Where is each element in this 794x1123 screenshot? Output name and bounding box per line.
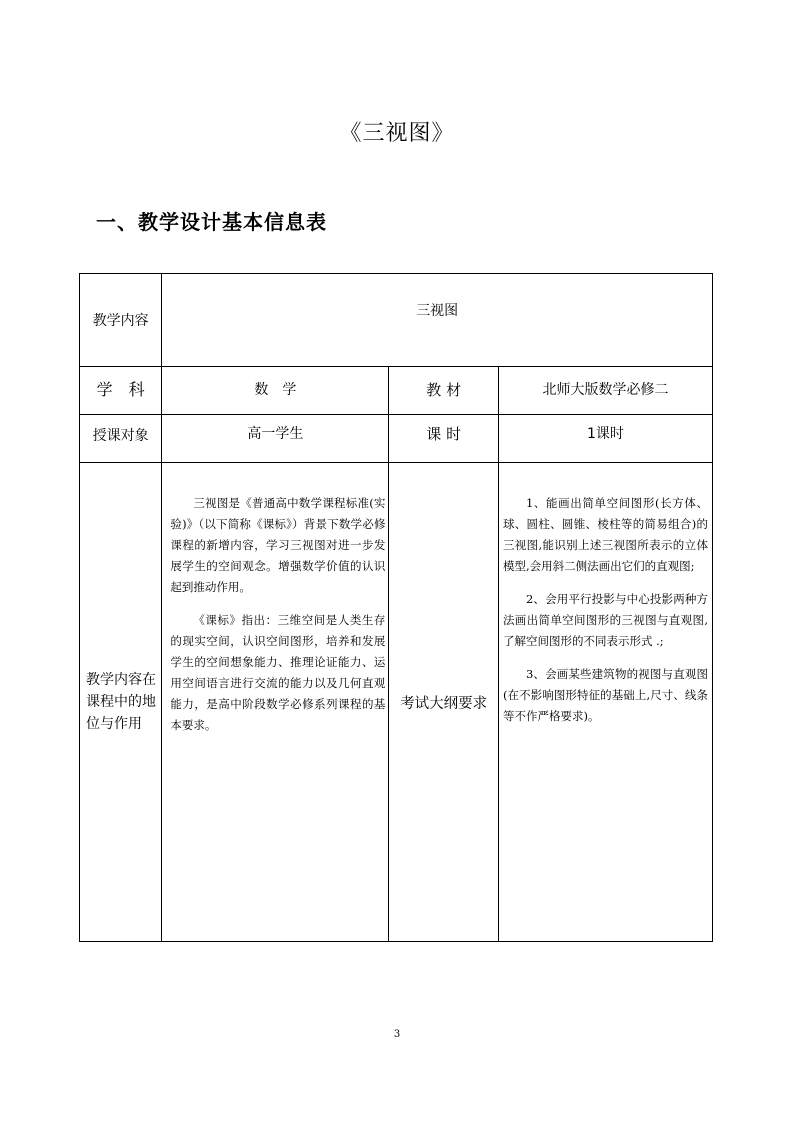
exam-cell: [498, 463, 712, 942]
exam-paragraph-2: 2、会用平行投影与中心投影两种方法画出简单空间图形的三视图与直观图,了解空间图形的不同表示形式 .;: [502, 592, 708, 648]
textbook-value: 北师大版数学必修二: [498, 367, 712, 415]
subject-label: 学 科: [80, 367, 162, 415]
audience-label: 授课对象: [80, 415, 162, 463]
audience-value: 高一学生: [162, 415, 389, 463]
subject-value: 数 学: [162, 367, 389, 415]
page-title: 《三视图》: [339, 121, 455, 146]
hours-value: 1课时: [498, 415, 712, 463]
table-row: [80, 367, 713, 415]
content-value: 三视图: [162, 274, 713, 367]
info-table: [79, 273, 713, 942]
position-label: 教学内容在课程中的地位与作用: [80, 463, 162, 942]
textbook-label: 教 材: [389, 367, 499, 415]
table-row: [80, 463, 713, 942]
exam-label: 考试大纲要求: [389, 463, 499, 942]
table-row: [80, 274, 713, 367]
position-paragraph-2: 《课标》指出：三维空间是人类生存的现实空间，认识空间图形，培养和发展学生的空间想象能力、推理论证能力、运用空间语言进行交流的能力以及几何直观能力，是高中阶段数学必修系列课程的基本要求。: [170, 613, 386, 732]
position-cell: [162, 463, 389, 942]
section-heading: 一、教学设计基本信息表: [96, 210, 327, 234]
exam-paragraph-3: 3、会画某些建筑物的视图与直观图(在不影响图形特征的基础上,尺寸、线条等不作严格要求)。: [502, 667, 708, 723]
hours-label: 课 时: [389, 415, 499, 463]
exam-paragraph-1: 1、能画出简单空间图形(长方体、球、圆柱、圆锥、棱柱等的简易组合)的三视图,能识别上述三视图所表示的立体模型,会用斜二侧法画出它们的直观图;: [502, 496, 708, 573]
table-row: [80, 415, 713, 463]
content-label: 教学内容: [80, 274, 162, 367]
position-paragraph-1: 三视图是《普通高中数学课程标准(实验)》（以下简称《课标》）背景下数学必修课程的新增内容，学习三视图对进一步发展学生的空间观念。增强数学价值的认识起到推动作用。: [170, 496, 386, 594]
page-number: 3: [393, 1029, 401, 1040]
